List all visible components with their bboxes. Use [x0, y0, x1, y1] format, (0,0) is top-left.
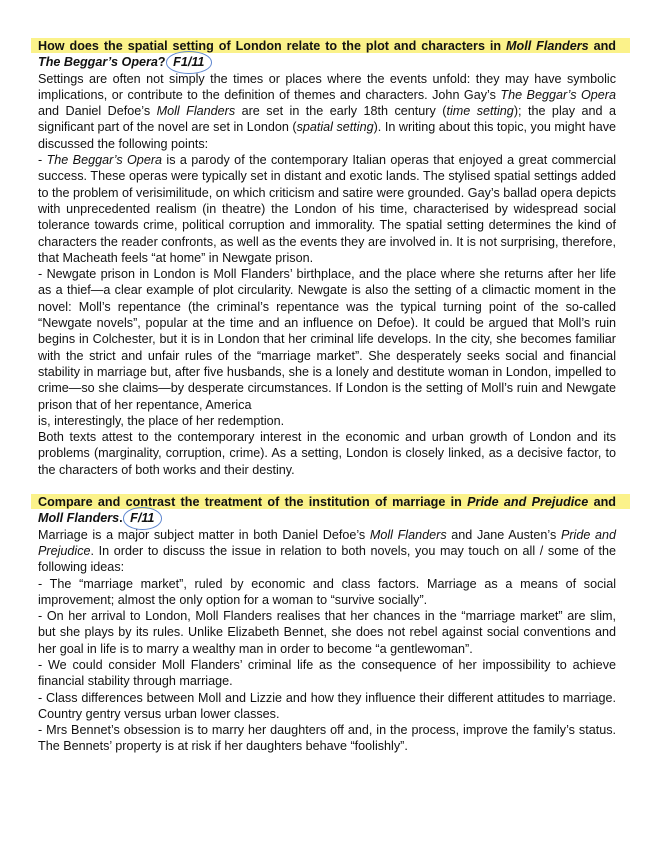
- a1-beggar-2: The Beggar’s Opera: [46, 153, 163, 168]
- q2-tag-label: F/11: [130, 511, 155, 526]
- a2-point-2: - On her arrival to London, Moll Flanders realises that her chances in the “marriage market” are slim, but she plays by its rules. Unlike Elizabeth Bennet, she does not rebel against social conventions and her goal in life is to marry a wealthy man in order to become “a gentlewoman”.: [38, 609, 616, 656]
- a2-point-3: - We could consider Moll Flanders’ criminal life as the consequence of her impossibility to achieve financial stability through marriage.: [38, 657, 616, 689]
- a1-intro-7: ); the play and a significant part of the novel are set in London (: [38, 104, 616, 135]
- a1-beggar-paragraph: [38, 152, 616, 266]
- q2-reference-tag: [127, 510, 157, 526]
- question-2-heading: [38, 494, 616, 527]
- a1-intro-4: Moll Flanders: [156, 104, 236, 119]
- a2-intro-1: Marriage is a major subject matter in both Daniel Defoe’s: [38, 527, 370, 542]
- q1-tag-label: F1/11: [173, 55, 205, 70]
- q1-text-a: How does the spatial setting of London relate to the plot and characters in: [38, 39, 507, 53]
- q2-tag-circle: [123, 507, 162, 529]
- a2-point-4: - Class differences between Moll and Lizzie and how they influence their different attitudes to marriage. Country gentry versus urban lower classes.: [38, 690, 616, 721]
- a2-intro-5: . In order to discuss the issue in relation to both novels, you may touch on all / some of the following ideas:: [38, 543, 616, 575]
- q2-text-a: Compare and contrast the treatment of the institution of marriage in: [38, 495, 468, 510]
- q1-tag-circle: [166, 51, 212, 73]
- q2-title-pride: Pride and Prejudice: [467, 495, 589, 510]
- q1-text-c: ?: [157, 55, 166, 70]
- a1-intro-paragraph: [38, 71, 616, 152]
- a2-intro-3: and Jane Austen’s: [446, 527, 561, 542]
- q1-title-moll: Moll Flanders: [506, 39, 589, 53]
- a2-intro-4: Pride and Prejudice: [38, 527, 616, 558]
- q2-title-moll: Moll Flanders: [38, 511, 120, 526]
- a1-intro-6: time setting: [446, 104, 514, 119]
- a1-intro-8: spatial setting: [296, 120, 374, 135]
- q1-reference-tag: [170, 54, 207, 70]
- a1-newgate-paragraph: - Newgate prison in London is Moll Flanders’ birthplace, and the place where she returns after her life as a thief—a clear example of plot circularity. Newgate is also the setting of a climactic moment in the novel: Moll’s repentance (the criminal’s repentance was the typical turning point of the so-called “Newgate novels”, popular at the time and an influence on Defoe). It could be argued that Moll’s ruin begins in Colchester, but it is in London that her criminal life develops. In the city, she becomes familiar with the strict and unfair rules of the “marriage market”. She desperately seeks social and financial stability in marriage but, after five husbands, she is a lonely and destitute woman in London, impelled to crime—so she claims—by desperate circumstances. If London is the setting of Moll’s ruin and Newgate prison that of her repentance, America: [38, 267, 616, 412]
- a1-beggar-1: -: [38, 153, 47, 168]
- q1-text-b: and: [588, 39, 617, 53]
- q2-text-b: and: [588, 495, 616, 510]
- a1-intro-9: ). In writing about this topic, you might have discussed the following points:: [38, 120, 617, 151]
- a1-beggar-3: is a parody of the contemporary Italian operas that enjoyed a great commercial success. These operas were typically set in distant and exotic lands. The stylised spatial settings added to the problem of verisimilitude, on which criticism and satire were grounded. Gay’s ballad opera depicts with unprecedented realism (in theatre) the London of his time, characterised by widespread social tolerance towards crime, political corruption and immorality. The spatial setting determines the kind of characters the reader confronts, as well as the events they are involved in. It is not surprising, therefore, that Macheath feels “at home” in Newgate prison.: [38, 153, 617, 265]
- a1-america-line: is, interestingly, the place of her redemption.: [38, 413, 285, 428]
- question-1-heading: [38, 38, 616, 71]
- a2-point-1: - The “marriage market”, ruled by economic and class factors. Marriage as a means of social improvement; almost the only option for a woman to “survive socially”.: [38, 576, 616, 607]
- q1-title-beggar: The Beggar’s Opera: [38, 55, 158, 70]
- a1-conclusion-paragraph: Both texts attest to the contemporary interest in the economic and urban growth of London and its problems (marginality, corruption, crime). As a setting, London is closely linked, as a decisive factor, to the characters of both works and their destiny.: [38, 430, 616, 477]
- a1-intro-5: are set in the early 18th century (: [235, 104, 447, 119]
- a1-intro-3: and Daniel Defoe’s: [38, 104, 157, 119]
- answer-key-page: [38, 38, 616, 755]
- q2-text-c: .: [119, 511, 123, 526]
- a2-intro-paragraph: [38, 527, 616, 576]
- a2-intro-2: Moll Flanders: [369, 527, 447, 542]
- a1-intro-2: The Beggar’s Opera: [500, 87, 616, 102]
- section-spacer: [38, 478, 616, 494]
- a1-intro-1: Settings are often not simply the times or places where the events unfold: they may have symbolic implications, or contribute to the definition of themes and characters. John Gay’s: [38, 71, 616, 102]
- a2-point-5: - Mrs Bennet’s obsession is to marry her daughters off and, in the process, improve the family’s status. The Bennets’ property is at risk if her daughters behave “foolishly”.: [38, 723, 616, 754]
